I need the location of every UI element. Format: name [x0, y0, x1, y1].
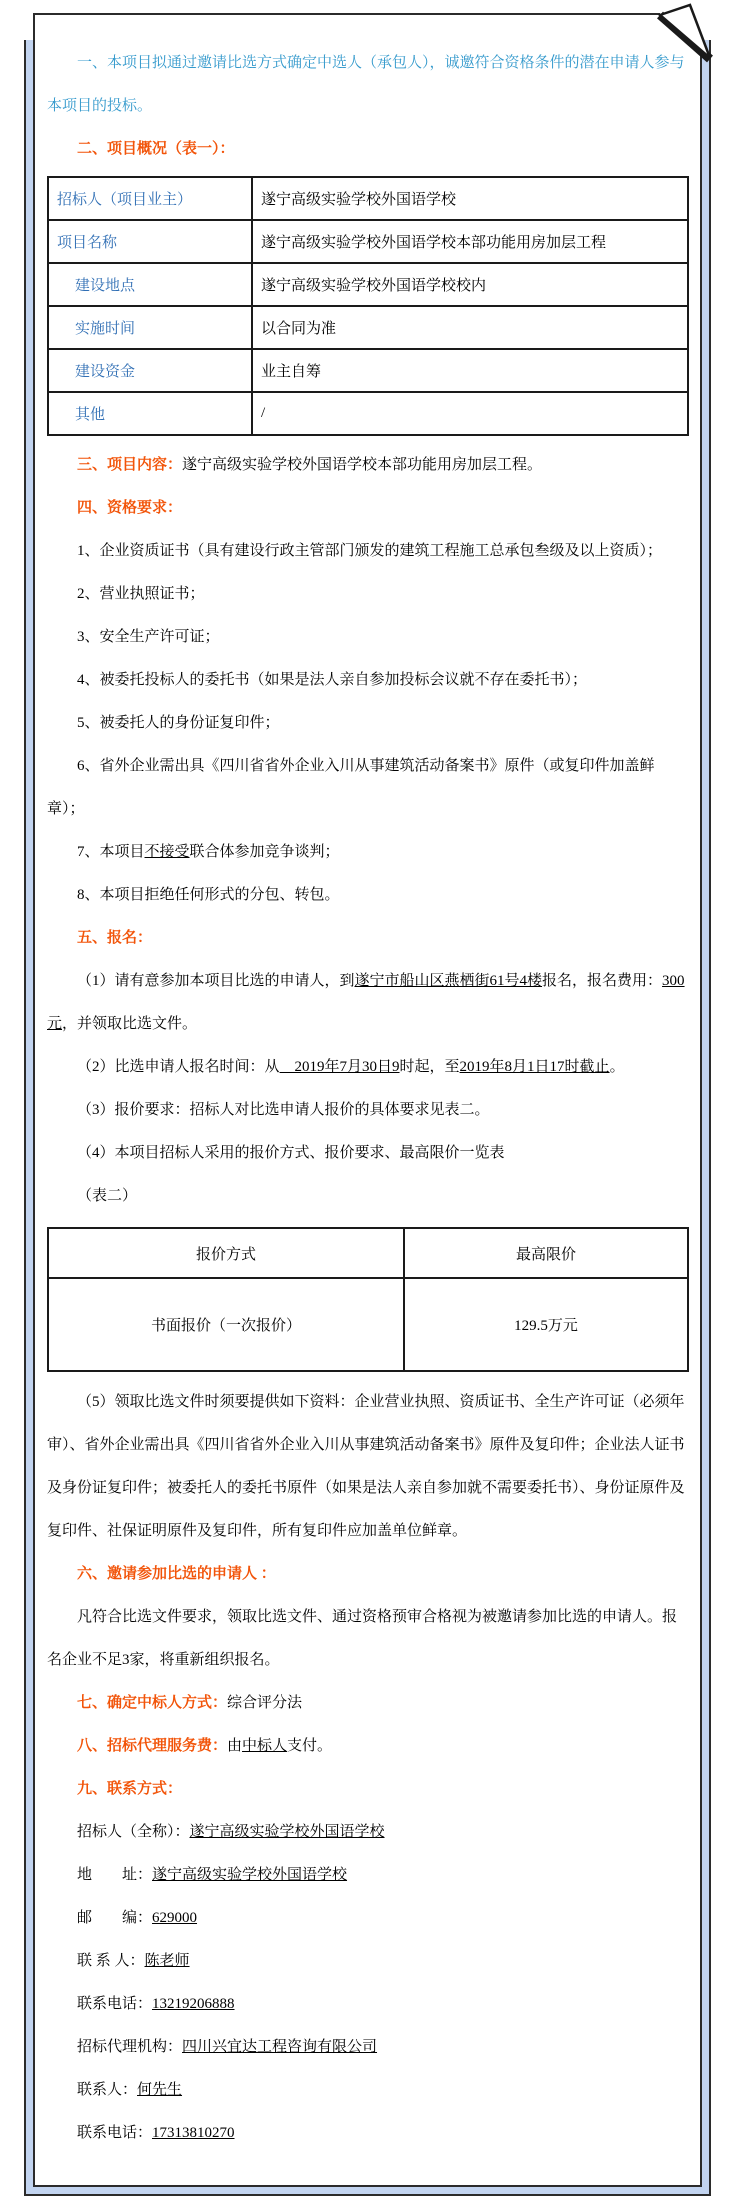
text-segment: 联合体参加竞争谈判；: [189, 844, 340, 860]
signup-4: [47, 1132, 689, 1175]
price-limit-table: [47, 1227, 689, 1372]
text-segment: 由: [227, 1738, 243, 1754]
page-top-edge: [33, 13, 660, 15]
document-body: [35, 40, 700, 2155]
contact-person: [47, 1940, 689, 1983]
text-segment: 遂宁高级实验学校外国语学校本部功能用房加层工程。: [182, 457, 543, 473]
table-2-caption: [47, 1175, 689, 1218]
table-value-cell: /: [252, 392, 688, 435]
contact-postcode: [47, 1897, 689, 1940]
page-top-edge-corner: [33, 13, 35, 42]
contact-address: [47, 1854, 689, 1897]
requirement-6: [47, 745, 689, 831]
text-segment: 支付。: [287, 1738, 333, 1754]
table-label-cell: 建设资金: [48, 349, 252, 392]
text-segment: 4、被委托投标人的委托书（如果是法人亲自参加投标会议就不存在委托书）；: [77, 672, 588, 688]
text-segment: 7、本项目: [77, 844, 145, 860]
section-2-heading: [47, 128, 689, 171]
requirement-1: [47, 530, 689, 573]
text-segment: 。: [609, 1059, 625, 1075]
text-segment: ，并领取比选文件。: [62, 1016, 198, 1032]
table-label-cell: 其他: [48, 392, 252, 435]
text-segment-u: 遂宁高级实验学校外国语学校: [152, 1867, 348, 1883]
table-data-cell: 书面报价（一次报价）: [48, 1278, 404, 1371]
requirement-5: [47, 702, 689, 745]
table-header-cell: 最高限价: [404, 1228, 688, 1278]
table-label-cell: 实施时间: [48, 306, 252, 349]
text-segment: 1、企业资质证书（具有建设行政主管部门颁发的建筑工程施工总承包叁级及以上资质）；: [77, 543, 663, 559]
table-row: [48, 349, 688, 392]
text-segment: 5、被委托人的身份证复印件；: [77, 715, 280, 731]
table-header-row: [48, 1228, 688, 1278]
text-segment-h: 二、项目概况（表一）：: [77, 141, 235, 157]
text-segment: （3）报价要求：招标人对比选申请人报价的具体要求见表二。: [77, 1102, 490, 1118]
text-segment-u: 陈老师: [144, 1953, 190, 1969]
text-segment-h: 七、确定中标人方式：: [77, 1695, 228, 1711]
agency-contact-phone: [47, 2112, 689, 2155]
text-segment: 联系电话：: [77, 2125, 153, 2141]
text-segment: （5）领取比选文件时须要提供如下资料：企业营业执照、资质证书、全生产许可证（必须年审）、省外企业需出具《四川省省外企业入川从事建筑活动备案书》原件及复印件；企业法人证书及身份证复印件；被委托人的委托书原件（如果是法人亲自参加就不需要委托书）、身份证原件及复印件、社保证明原件及复印件，所有复印件应加盖单位鲜章。: [47, 1394, 685, 1539]
text-segment-h: 三、项目内容：: [77, 457, 183, 473]
table-value-cell: 以合同为准: [252, 306, 688, 349]
signup-1: [47, 960, 689, 1046]
text-segment: 6、省外企业需出具《四川省省外企业入川从事建筑活动备案书》原件（或复印件加盖鲜章）；: [47, 758, 655, 817]
requirement-7: [47, 831, 689, 874]
text-segment: 地 址：: [77, 1867, 153, 1883]
table-label-cell: 招标人（项目业主）: [48, 177, 252, 220]
agency-name: [47, 2026, 689, 2069]
agency-contact-person: [47, 2069, 689, 2112]
table-row: [48, 392, 688, 435]
table-value-cell: 遂宁高级实验学校外国语学校: [252, 177, 688, 220]
text-segment: 2、营业执照证书；: [77, 586, 205, 602]
text-segment: （表二）: [77, 1188, 138, 1204]
text-segment-h: 八、招标代理服务费：: [77, 1738, 228, 1754]
text-segment-u: 何先生: [137, 2082, 183, 2098]
text-segment: 联系电话：: [77, 1996, 153, 2012]
section-9-heading: [47, 1768, 689, 1811]
text-segment: 招标代理机构：: [77, 2039, 183, 2055]
table-row: [48, 220, 688, 263]
text-segment: （2）比选申请人报名时间：从: [77, 1059, 280, 1075]
table-value-cell: 遂宁高级实验学校外国语学校校内: [252, 263, 688, 306]
text-segment-u: 遂宁高级实验学校外国语学校: [189, 1824, 385, 1840]
text-segment: 综合评分法: [227, 1695, 303, 1711]
text-segment-u: 629000: [152, 1910, 198, 1926]
requirement-4: [47, 659, 689, 702]
text-segment: 招标人（全称）：: [77, 1824, 190, 1840]
table-row: [48, 263, 688, 306]
section-7: [47, 1682, 689, 1725]
signup-5: [47, 1381, 689, 1553]
requirement-3: [47, 616, 689, 659]
table-value-cell: 遂宁高级实验学校外国语学校本部功能用房加层工程: [252, 220, 688, 263]
text-segment: 8、本项目拒绝任何形式的分包、转包。: [77, 887, 340, 903]
text-segment: 邮 编：: [77, 1910, 153, 1926]
section-6-heading: [47, 1553, 689, 1596]
text-segment-h: 九、联系方式：: [77, 1781, 183, 1797]
text-segment-u: 四川兴宜达工程咨询有限公司: [182, 2039, 378, 2055]
text-segment-h: 六、邀请参加比选的申请人 ：: [77, 1566, 276, 1582]
requirement-8: [47, 874, 689, 917]
text-segment-h: 五、报名：: [77, 930, 153, 946]
section-3: [47, 444, 689, 487]
table-row: [48, 177, 688, 220]
section-4-heading: [47, 487, 689, 530]
section-8: [47, 1725, 689, 1768]
text-segment-u: 300元: [47, 973, 685, 1032]
table-row: [48, 306, 688, 349]
table-label-cell: 建设地点: [48, 263, 252, 306]
text-segment: 凡符合比选文件要求，领取比选文件、通过资格预审合格视为被邀请参加比选的申请人。报名企业不足3家，将重新组织报名。: [47, 1609, 678, 1668]
section-6-body: [47, 1596, 689, 1682]
text-segment: （4）本项目招标人采用的报价方式、报价要求、最高限价一览表: [77, 1145, 505, 1161]
text-segment-u: 遂宁市船山区燕栖街61号4楼: [354, 973, 543, 989]
signup-2: [47, 1046, 689, 1089]
intro-paragraph: [47, 42, 689, 128]
requirement-2: [47, 573, 689, 616]
section-5-heading: [47, 917, 689, 960]
text-segment-u: 13219206888: [152, 1996, 235, 2012]
text-segment-u: 17313810270: [152, 2125, 235, 2141]
table-label-cell: 项目名称: [48, 220, 252, 263]
table-data-cell: 129.5万元: [404, 1278, 688, 1371]
text-segment-u: 2019年8月1日17时截止: [459, 1059, 610, 1075]
text-segment: 时起，至: [399, 1059, 460, 1075]
text-segment: 一、本项目拟通过邀请比选方式确定中选人（承包人），诚邀符合资格条件的潜在申请人参与本项目的投标。: [47, 55, 685, 114]
text-segment-u: 2019年7月30日9: [279, 1059, 400, 1075]
text-segment: 3、安全生产许可证；: [77, 629, 220, 645]
text-segment: 联系人：: [77, 2082, 138, 2098]
text-segment: 联 系 人：: [77, 1953, 145, 1969]
table-value-cell: 业主自筹: [252, 349, 688, 392]
table-data-row: [48, 1278, 688, 1371]
text-segment: 报名，报名费用：: [542, 973, 663, 989]
contact-tenderee: [47, 1811, 689, 1854]
text-segment: （1）请有意参加本项目比选的申请人，到: [77, 973, 355, 989]
text-segment-h: 四、资格要求：: [77, 500, 183, 516]
project-overview-table: [47, 176, 689, 436]
text-segment-u: 中标人: [242, 1738, 288, 1754]
text-segment-u: 不接受: [144, 844, 190, 860]
table-header-cell: 报价方式: [48, 1228, 404, 1278]
contact-phone: [47, 1983, 689, 2026]
signup-3: [47, 1089, 689, 1132]
